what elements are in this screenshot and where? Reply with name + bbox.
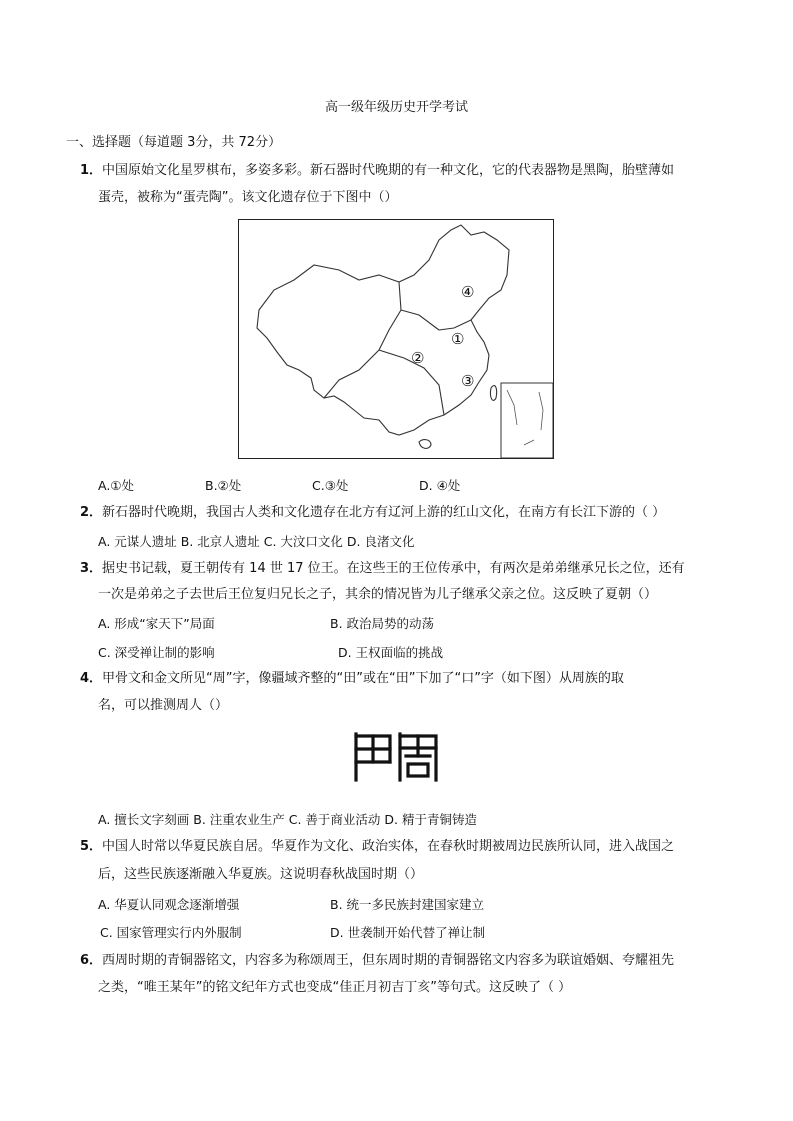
question-number: 5． [80, 839, 103, 854]
question-6 [80, 952, 674, 970]
option-b: B. 统一多民族封建国家建立 [330, 897, 485, 912]
option-d: D. 王权面临的挑战 [338, 645, 444, 660]
option-c: C. 深受禅让制的影响 [98, 645, 215, 660]
map-label-2: ② [411, 349, 425, 367]
question-1-line-2: 蛋壳，被称为“蛋壳陶”。该文化遗存位于下图中（） [98, 190, 398, 205]
question-2 [80, 504, 665, 522]
question-1 [80, 162, 674, 180]
question-number: 4． [80, 671, 103, 686]
zhou-character-glyphs [350, 728, 442, 786]
question-number: 1． [80, 163, 103, 178]
question-4 [80, 670, 624, 688]
question-text: 中国人时常以华夏民族自居。华夏作为文化、政治实体，在春秋时期被周边民族所认同，进入战国之 [102, 839, 675, 854]
question-3-line-2: 一次是弟弟之子去世后王位复归兄长之子，其余的情况皆为儿子继承父亲之位。这反映了夏朝（） [98, 587, 658, 602]
question-number: 3． [80, 561, 103, 576]
option-d: D. 世袭制开始代替了禅让制 [330, 925, 486, 940]
question-5-line-2: 后，这些民族逐渐融入华夏族。这说明春秋战国时期（） [98, 867, 424, 882]
question-text: 西周时期的青铜器铭文，内容多为称颂周王，但东周时期的青铜器铭文内容多为联谊婚姻、夸耀祖先 [102, 953, 675, 968]
map-label-3: ③ [461, 372, 475, 390]
china-outline-map [239, 220, 553, 458]
map-label-1: ① [451, 330, 465, 348]
section-heading: 一、选择题（每道题 3分，共 72分） [66, 135, 282, 150]
question-number: 6． [80, 953, 103, 968]
question-text: 甲骨文和金文所见“周”字，像疆域齐整的“田”或在“田”下加了“口”字（如下图）从周族的取 [102, 671, 624, 686]
china-map [238, 219, 554, 459]
question-4-options: A. 擅长文字刻画 B. 注重农业生产 C. 善于商业活动 D. 精于青铜铸造 [98, 812, 477, 827]
oracle-bone-zhou-glyph [350, 728, 442, 786]
question-number: 2． [80, 505, 103, 520]
question-4-line-2: 名，可以推测周人（） [98, 698, 229, 713]
question-text: 据史书记载，夏王朝传有 14 世 17 位王。在这些王的王位传承中，有两次是弟弟继承兄长之位，还有 [102, 561, 685, 576]
option-a: A.①处 [98, 478, 135, 493]
question-3 [80, 560, 685, 578]
question-5 [80, 838, 674, 856]
question-text: 中国原始文化星罗棋布，多姿多彩。新石器时代晚期的有一种文化，它的代表器物是黑陶，胎壁薄如 [102, 163, 675, 178]
question-2-options: A. 元谋人遗址 B. 北京人遗址 C. 大汶口文化 D. 良渚文化 [98, 534, 415, 549]
question-6-line-2: 之类，“唯王某年”的铭文纪年方式也变成“佳正月初吉丁亥”等句式。这反映了（ ） [98, 980, 572, 995]
option-c: C.③处 [312, 478, 349, 493]
map-label-4: ④ [461, 283, 475, 301]
option-a: A. 华夏认同观念逐渐增强 [98, 897, 240, 912]
option-a: A. 形成“家天下”局面 [98, 616, 215, 631]
option-b: B.②处 [205, 478, 242, 493]
question-text: 新石器时代晚期，我国古人类和文化遗存在北方有辽河上游的红山文化，在南方有长江下游的（ ） [102, 505, 666, 520]
option-b: B. 政治局势的动荡 [330, 616, 435, 631]
page-title: 高一级年级历史开学考试 [324, 100, 468, 115]
option-d: D. ④处 [419, 478, 461, 493]
option-c: C. 国家管理实行内外服制 [100, 925, 242, 940]
